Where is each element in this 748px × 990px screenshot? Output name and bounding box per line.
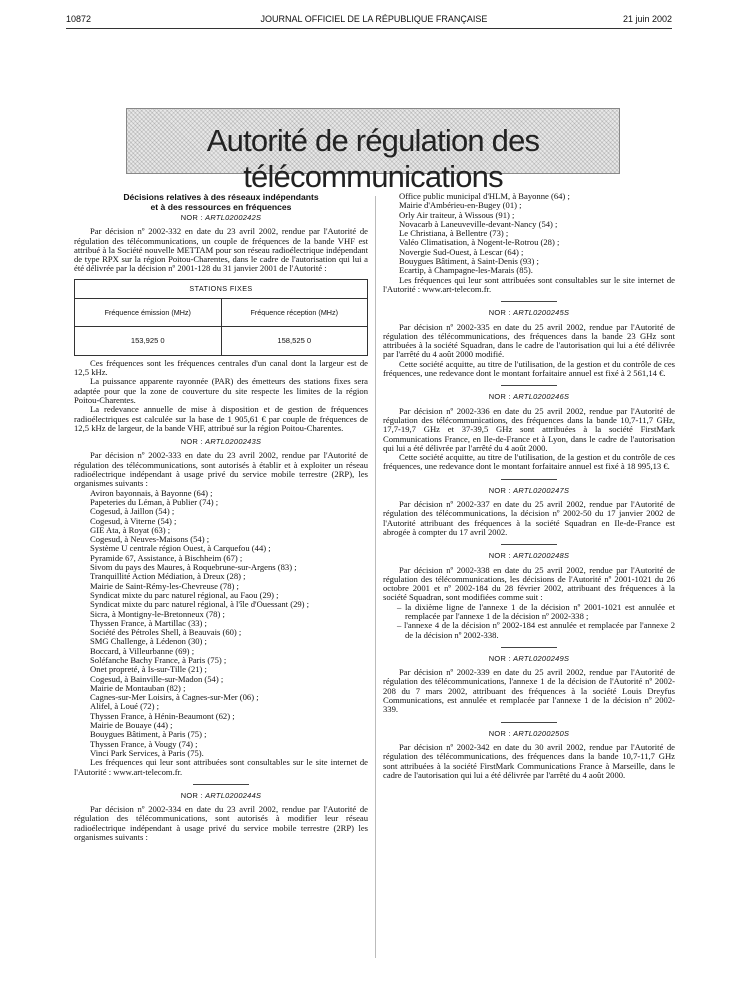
organisation-list (383, 192, 675, 276)
paragraph: Les fréquences qui leur sont attribuées sont consultables sur le site internet de l'Autorité : www.art-telecom.fr. (74, 757, 368, 777)
section-separator (193, 784, 249, 785)
list-item: Tranquillité Action Médiation, à Dreux (28) ; (90, 571, 246, 582)
table-cell-emission: 153,925 0 (75, 326, 222, 355)
nor-reference: NOR : ARTL0200245S (488, 308, 570, 318)
list-item: Cagnes-sur-Mer Loisirs, à Cagnes-sur-Mer (06) ; (90, 692, 259, 703)
section-separator (501, 301, 557, 302)
list-item: Sicra, à Montigny-le-Bretonneux (78) ; (90, 608, 225, 619)
decision-paragraph: Par décision nº 2002-338 en date du 25 avril 2002, rendue par l'Autorité de régulation des télécommunications, les décisions de l'Autorité nº 2001-1021 du 26 octobre 2001 et nº 2002-184 du 28 février 2002, attribuant des fréquences à la société Squadran, sont modifiées comme suit : (383, 564, 675, 603)
nor-reference: NOR : ARTL0200250S (488, 728, 570, 738)
paragraph: Les fréquences qui leur sont attribuées sont consultables sur le site internet de l'Autorité : www.art-telecom.fr. (383, 274, 675, 294)
section-separator (501, 722, 557, 723)
nor-reference: NOR : ARTL0200243S (180, 437, 262, 447)
section-separator (501, 479, 557, 480)
list-item: Novergie Sud-Ouest, à Lescar (64) ; (399, 246, 524, 257)
amendment-list (383, 603, 675, 640)
decision-paragraph: Par décision nº 2002-339 en date du 25 avril 2002, rendue par l'Autorité de régulation des télécommunications, l'annexe 1 de la décision de l'Autorité nº 2002-208 du 7 mars 2002, attribuant des fréquences à la société Louis Dreyfus Communications, est annulée et remplacée par l'annexe 1 de la décision nº 2002-339. (383, 667, 675, 715)
paragraph: Cette société acquitte, au titre de l'utilisation, de la gestion et du contrôle de ces fréquences, une redevance dont le montant forfaitaire annuel est fixé à 18 995,13 €. (383, 452, 675, 472)
table-cell-reception: 158,525 0 (221, 326, 368, 355)
organisation-list (74, 489, 368, 759)
paragraph: Ces fréquences sont les fréquences centrales d'un canal dont la largeur est de 12,5 kHz. (74, 357, 368, 378)
list-item: Cogesud, à Jaillon (54) ; (90, 506, 175, 517)
decision-paragraph: Par décision nº 2002-332 en date du 23 avril 2002, rendue par l'Autorité de régulation des télécommunications, un couple de fréquences de la bande VHF est attribué à la Société nouvelle METTAM pour son réseau radioélectrique indépendant de type RPX sur la région Poitou-Charentes, dans le cadre de l'autorisation qui lui a été délivrée par la décision nº 2001-128 du 31 janvier 2001 de l'Autorité : (74, 226, 368, 274)
nor-reference: NOR : ARTL0200242S (180, 213, 262, 222)
stations-table (74, 279, 368, 356)
list-item: Orly Air traiteur, à Wissous (91) ; (399, 209, 515, 220)
list-item: Bouygues Bâtiment, à Saint-Denis (93) ; (399, 256, 539, 267)
list-item: – l'annexe 4 de la décision nº 2002-184 est annulée et remplacée par l'annexe 2 de la décision nº 2002-338. (397, 620, 675, 640)
issue-date: 21 juin 2002 (622, 14, 672, 24)
list-item: Alifel, à Loué (72) ; (90, 701, 159, 712)
page-header (0, 12, 748, 32)
section-separator (501, 544, 557, 545)
decision-paragraph: Par décision nº 2002-337 en date du 25 avril 2002, rendue par l'Autorité de régulation des télécommunications, la décision nº 2002-50 du 17 janvier 2002 de l'Autorité attribuant des fréquences à la société Squadran en Ile-de-France est abrogée à compter du 17 avril 2002. (383, 499, 675, 537)
decision-paragraph: Par décision nº 2002-336 en date du 25 avril 2002, rendue par l'Autorité de régulation des télécommunications, des fréquences dans la bande 10,7-11,7 GHz, 17,7-19,7 GHz et 37-39,5 GHz sont attribuées à la société FirstMark Communications France, en Ile-de-France et à Lyon, dans le cadre de l'autorisation qui lui a été délivrée par l'arrêté du 4 août 2000. (383, 405, 675, 453)
list-item: Ecartip, à Champagne-les-Marais (85). (399, 265, 533, 276)
table-caption: STATIONS FIXES (75, 279, 368, 298)
section-separator (501, 647, 557, 648)
list-item: Vinci Park Services, à Paris (75). (90, 747, 204, 758)
list-item: Mairie de Montauban (82) ; (90, 682, 186, 693)
list-item: Bouygues Bâtiment, à Paris (75) ; (90, 729, 207, 740)
authority-banner (126, 108, 620, 194)
list-item: Sivom du pays des Maures, à Roquebrune-sur-Argens (83) ; (90, 562, 297, 573)
list-item: Système U centrale région Ouest, à Carquefou (44) ; (90, 543, 271, 554)
right-column (383, 192, 675, 780)
list-item: Aviron bayonnais, à Bayonne (64) ; (90, 487, 213, 498)
decision-paragraph: Par décision nº 2002-334 en date du 23 avril 2002, rendue par l'Autorité de régulation des télécommunications, sont autorisés à modifier leur réseau radioélectrique indépendant à usage privé du service mobile terrestre (2RP) les organismes suivants : (74, 804, 368, 843)
list-item: Onet propreté, à Is-sur-Tille (21) ; (90, 664, 207, 675)
nor-reference: NOR : ARTL0200246S (488, 392, 570, 402)
list-item: Novacarb à Laneuveville-devant-Nancy (54) ; (399, 218, 558, 229)
nor-reference: NOR : ARTL0200249S (488, 653, 570, 663)
list-item: Office public municipal d'HLM, à Bayonne (64) ; (399, 191, 570, 201)
nor-reference: NOR : ARTL0200247S (488, 485, 570, 495)
paragraph: La puissance apparente rayonnée (PAR) des émetteurs des stations fixes sera adaptée pour que la zone de couverture du site respecte les limites de la région Poitou-Charentes. (74, 376, 368, 405)
column-divider (375, 196, 376, 958)
list-item: Thyssen France, à Hénin-Beaumont (62) ; (90, 710, 235, 721)
list-item: Cogesud, à Viterne (54) ; (90, 515, 177, 526)
journal-title: JOURNAL OFFICIEL DE LA RÉPUBLIQUE FRANÇAISE (260, 14, 488, 24)
list-item: Mairie de Saint-Rémy-les-Chevreuse (78) ; (90, 580, 239, 591)
list-item: Syndicat mixte du parc naturel régional, au Faou (29) ; (90, 589, 279, 600)
list-item: Le Christiana, à Bellentre (73) ; (399, 228, 509, 239)
list-item: GIE Ata, à Royat (63) ; (90, 524, 171, 535)
list-item: Valéo Climatisation, à Nogent-le-Rotrou (28) ; (399, 237, 560, 248)
list-item: Société des Pétroles Shell, à Beauvais (60) ; (90, 627, 242, 638)
decision-paragraph: Par décision nº 2002-333 en date du 23 avril 2002, rendue par l'Autorité de régulation des télécommunications, sont autorisés à établir et à exploiter un réseau radioélectrique indépendant à usage privé du service mobile terrestre (2RP), les organismes suivants : (74, 450, 368, 489)
list-item: – la dixième ligne de l'annexe 1 de la décision nº 2001-1021 est annulée et remplacée par l'annexe 1 de la décision nº 2002-338 ; (397, 601, 675, 621)
nor-reference: NOR : ARTL0200244S (180, 790, 262, 800)
column-header-reception: Fréquence réception (MHz) (221, 298, 368, 326)
list-item: Boccard, à Villeurbanne (69) ; (90, 645, 195, 656)
list-item: Mairie d'Ambérieu-en-Bugey (01) ; (399, 200, 522, 211)
left-column (74, 192, 368, 842)
section-separator (501, 385, 557, 386)
decision-paragraph: Par décision nº 2002-342 en date du 30 avril 2002, rendue par l'Autorité de régulation des télécommunications, des fréquences dans la bande 10,7-11,7 GHz sont attribuées à la société FirstMark Communications France à Marseille, dans le cadre de l'autorisation qui lui a été délivrée par l'arrêté du 4 août 2000. (383, 741, 675, 780)
list-item: Cogesud, à Neuves-Maisons (54) ; (90, 534, 210, 545)
list-item: Cogesud, à Bainville-sur-Madon (54) ; (90, 673, 224, 684)
header-rule (66, 28, 672, 29)
nor-reference: NOR : ARTL0200248S (488, 551, 570, 561)
banner-title: Autorité de régulation des télécommunications (206, 123, 540, 194)
paragraph: La redevance annuelle de mise à disposition et de gestion de fréquences radioélectriques est calculée sur la base de 1 905,61 € par couple de fréquences de 12,5 kHz de largeur, de la bande VHF, attribué sur la région Poitou-Charentes. (74, 404, 368, 433)
list-item: Thyssen France, à Martillac (33) ; (90, 617, 207, 628)
page-number: 10872 (66, 14, 92, 24)
paragraph: Cette société acquitte, au titre de l'utilisation, de la gestion et du contrôle de ces fréquences, une redevance dont le montant forfaitaire annuel est fixé à 2 561,14 €. (383, 358, 675, 379)
decision-paragraph: Par décision nº 2002-335 en date du 25 avril 2002, rendue par l'Autorité de régulation des télécommunications, des fréquences dans la bande 23 GHz sont attribuées à la société Squadran, dans le cadre de l'autorisation qui lui a été délivrée par l'arrêté du 4 août 2000 modifié. (383, 321, 675, 360)
list-item: Papeteries du Léman, à Publier (74) ; (90, 496, 219, 507)
list-item: Mairie de Bouaye (44) ; (90, 720, 173, 731)
column-header-emission: Fréquence émission (MHz) (75, 298, 222, 326)
list-item: Thyssen France, à Vougy (74) ; (90, 738, 198, 749)
list-item: Pyramide 67, Assistance, à Bischheim (67) ; (90, 552, 243, 563)
list-item: SMG Challenge, à Lédenon (30) ; (90, 636, 207, 647)
list-item: Soléfanche Bachy France, à Paris (75) ; (90, 654, 227, 665)
section-title: Décisions relatives à des réseaux indépendants et à des ressources en fréquences (123, 192, 319, 212)
list-item: Syndicat mixte du parc naturel régional, à l'île d'Ouessant (29) ; (90, 599, 310, 610)
